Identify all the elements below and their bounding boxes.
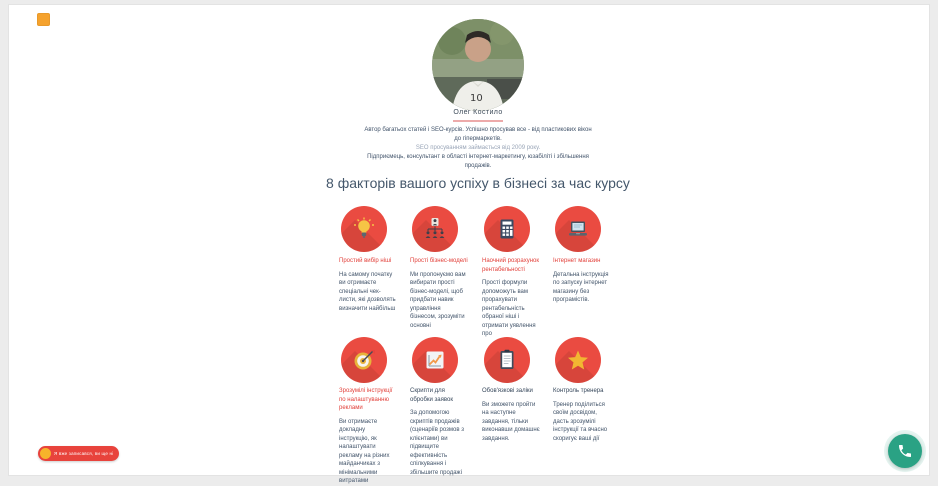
feature-icon-cell bbox=[482, 337, 540, 383]
star-icon bbox=[566, 348, 590, 372]
feature-circle bbox=[484, 337, 530, 383]
feature-card bbox=[553, 387, 611, 443]
feature-card bbox=[410, 257, 468, 330]
notification-text: Я вже записався, ви ще ні bbox=[54, 451, 114, 456]
feature-card bbox=[553, 257, 611, 305]
feature-title: Прості бізнес-моделі bbox=[410, 258, 468, 264]
feature-card bbox=[339, 257, 397, 313]
feature-title: Інтернет магазин bbox=[553, 258, 601, 264]
name-divider bbox=[453, 120, 503, 122]
section-heading: 8 факторів вашого успіху в бізнесі за час курсу bbox=[326, 175, 630, 191]
feature-body: Тренер поділиться своїм досвідом, дасть зрозумілі інструкції та вчасно скоригує ваші дії bbox=[553, 401, 608, 442]
svg-text:10: 10 bbox=[470, 93, 483, 104]
feature-circle bbox=[412, 206, 458, 252]
feature-title: Скрипти для обробки заявок bbox=[410, 388, 453, 403]
feature-body: На самому початку ви отримаєте спеціальні чек-листи, які дозволять визначити найбільш bbox=[339, 271, 396, 312]
calculator-icon bbox=[495, 217, 519, 241]
feature-title: Обов'язкові заліки bbox=[482, 388, 533, 394]
growth-chart-icon bbox=[423, 348, 447, 372]
feature-icon-cell bbox=[410, 337, 468, 383]
feature-icon-cell bbox=[410, 206, 468, 252]
feature-circle bbox=[341, 206, 387, 252]
author-name: Олег Костило bbox=[453, 109, 503, 116]
feature-circle bbox=[555, 206, 601, 252]
feature-card bbox=[482, 387, 540, 443]
feature-card bbox=[410, 387, 468, 477]
bio-line-3: Підприємець, консультант в області інтернет-маркетингу, юзабіліті і збільшення продажів. bbox=[367, 154, 589, 169]
clipboard-icon bbox=[495, 348, 519, 372]
laptop-icon bbox=[566, 217, 590, 241]
callback-phone-button[interactable] bbox=[888, 434, 922, 468]
feature-body: За допомогою скриптів продажів (сценаріїв розмов з клієнтами) ви підвищите ефективність спілкування і збільшите продажі bbox=[410, 410, 464, 476]
feature-icon-cell bbox=[339, 337, 397, 383]
feature-title: Наочний розрахунок рентабельності bbox=[482, 258, 539, 273]
feature-body: Ви отримаєте докладну інструкцію, як налаштувати рекламу на різних майданчиках з мінімальними витратами bbox=[339, 418, 390, 484]
profile-photo bbox=[432, 19, 524, 111]
feature-body: Прості формули допоможуть вам прорахувати рентабельність обраної ніші і отримати уявлення про bbox=[482, 280, 536, 337]
feature-circle bbox=[341, 337, 387, 383]
feature-icon-cell bbox=[553, 337, 611, 383]
bio-line-1: Автор багатьох статей і SEO-курсів. Успішно просував все - від пластикових вікон до гіпермаркетів. bbox=[364, 127, 592, 142]
feature-title: Зрозумілі інструкції по налаштуванню реклами bbox=[339, 388, 393, 411]
notification-badge-icon bbox=[39, 447, 52, 460]
lightbulb-icon bbox=[352, 217, 376, 241]
feature-title: Контроль тренера bbox=[553, 388, 604, 394]
feature-circle bbox=[412, 337, 458, 383]
author-bio bbox=[363, 126, 593, 171]
phone-icon bbox=[897, 443, 913, 459]
feature-body: Детальна інструкція по запуску інтернет магазину без програмістів. bbox=[553, 271, 609, 303]
social-proof-notification[interactable] bbox=[38, 446, 119, 461]
page-background bbox=[8, 4, 930, 484]
feature-body: Ми пропонуємо вам вибирати прості бізнес-моделі, щоб придбати навик управління бізнесом, зрозуміти основні bbox=[410, 271, 466, 329]
org-chart-icon bbox=[423, 217, 447, 241]
chat-widget-icon[interactable] bbox=[37, 13, 50, 26]
feature-card bbox=[339, 387, 397, 486]
feature-circle bbox=[484, 206, 530, 252]
feature-icon-cell bbox=[339, 206, 397, 252]
bio-line-2: SEO просуванням займається від 2009 року. bbox=[415, 145, 541, 151]
feature-title: Простий вибір ніші bbox=[339, 258, 392, 264]
feature-circle bbox=[555, 337, 601, 383]
target-icon bbox=[352, 348, 376, 372]
feature-body: Ви зможете пройти на наступне завдання, тільки виконавши домашнє завдання. bbox=[482, 401, 540, 442]
feature-icon-cell bbox=[482, 206, 540, 252]
feature-card bbox=[482, 257, 540, 339]
feature-icon-cell bbox=[553, 206, 611, 252]
